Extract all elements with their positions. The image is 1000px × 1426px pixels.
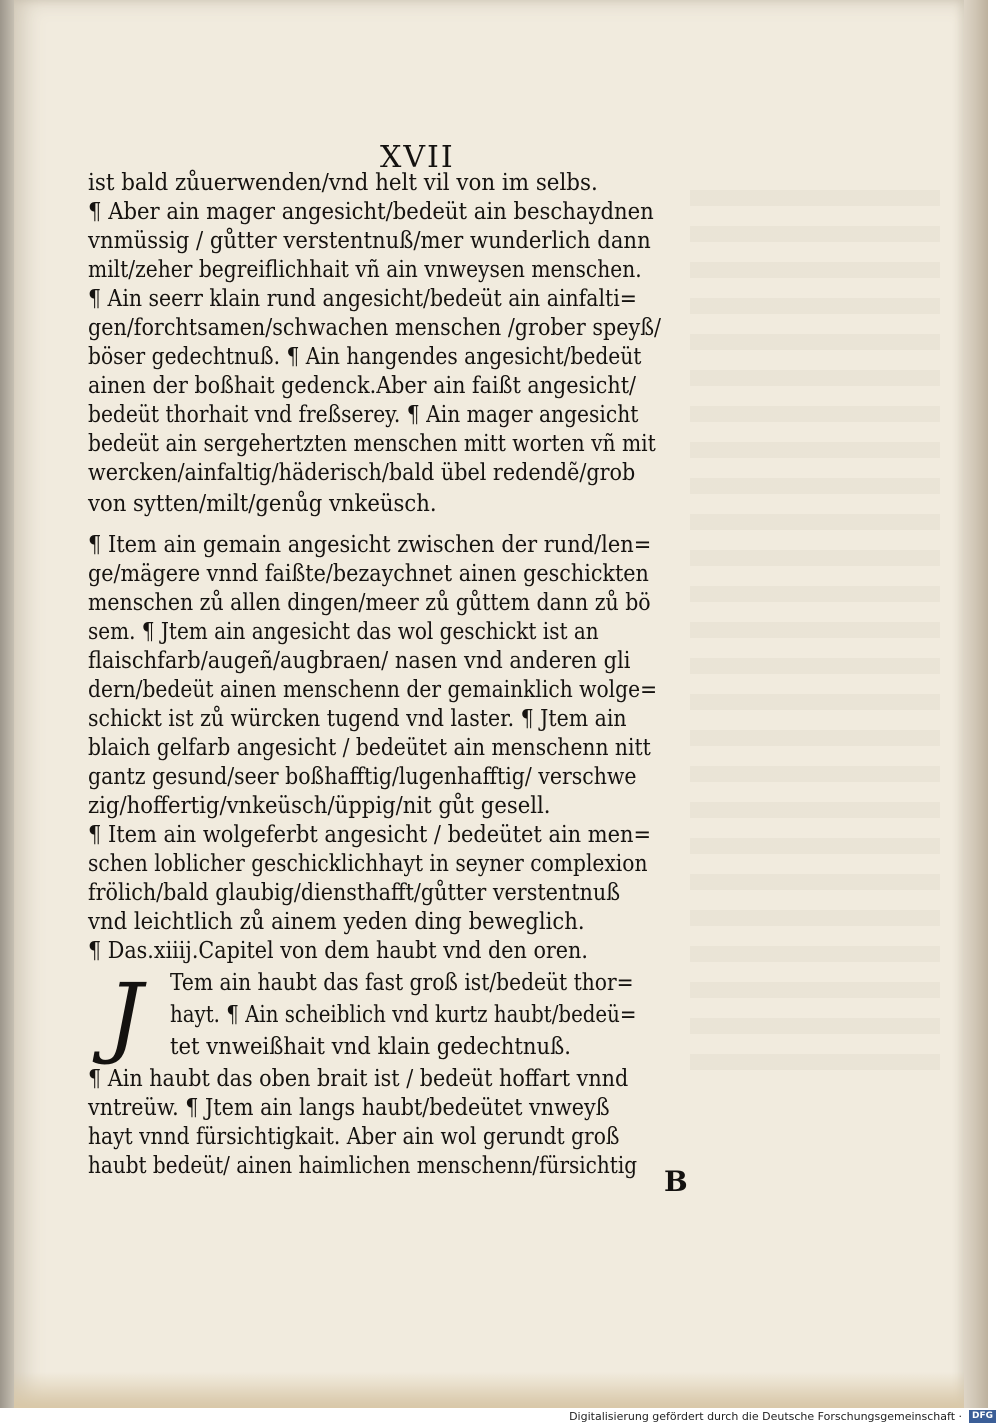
text-line: hayt. ¶ Ain scheiblich vnd kurtz haubt/bedeü=	[170, 1002, 637, 1028]
text-line: vnd leichtlich zů ainem yeden ding beweglich.	[88, 909, 585, 935]
text-line: haubt bedeüt/ ainen haimlichen menschenn/fürsichtig	[88, 1153, 638, 1179]
text-line: milt/zeher begreiflichhait vñ ain vnweysen menschen.	[88, 257, 642, 283]
text-line: ¶ Ain haubt das oben brait ist / bedeüt hoffart vnnd	[88, 1066, 629, 1092]
text-line: vnmüssig / gůtter verstentnuß/mer wunderlich dann	[88, 228, 651, 254]
text-line: böser gedechtnuß. ¶ Ain hangendes angesicht/bedeüt	[88, 344, 642, 370]
text-line: schickt ist zů würcken tugend vnd laster. ¶ Jtem ain	[88, 706, 627, 732]
text-line: gen/forchtsamen/schwachen menschen /grober speyß/	[88, 315, 662, 341]
text-line: flaischfarb/augeñ/augbraen/ nasen vnd anderen gli	[88, 648, 631, 674]
text-line: wercken/ainfaltig/häderisch/bald übel redendẽ/grob	[88, 460, 636, 486]
text-line: schen loblicher geschicklichhayt in seyner complexion	[88, 851, 648, 877]
text-line: von sytten/milt/genůg vnkeüsch.	[88, 491, 437, 517]
page-stain	[14, 1372, 964, 1408]
text-line: bedeüt ain sergehertzten menschen mitt worten vñ mit	[88, 431, 656, 457]
text-line: frölich/bald glaubig/diensthafft/gůtter verstentnuß	[88, 880, 621, 906]
chapter-heading: ¶ Das.xiiij.Capitel von dem haubt vnd den oren.	[88, 938, 588, 964]
funding-credit: Digitalisierung gefördert durch die Deutsche Forschungsgemeinschaft ·	[569, 1410, 962, 1423]
text-line: ¶ Ain seerr klain rund angesicht/bedeüt ain ainfalti=	[88, 286, 637, 312]
text-line: ainen der boßhait gedenck.Aber ain faißt angesicht/	[88, 373, 637, 399]
folio-number: XVII	[380, 140, 455, 175]
footer-bar	[0, 1408, 1000, 1426]
text-line: bedeüt thorhait vnd freßserey. ¶ Ain mager angesicht	[88, 402, 639, 428]
text-line: ge/mägere vnnd faißte/bezaychnet ainen geschickten	[88, 561, 649, 587]
dfg-logo[interactable]: DFG	[969, 1410, 996, 1423]
text-line: zig/hoffertig/vnkeüsch/üppig/nit gůt gesell.	[88, 793, 551, 819]
text-line: dern/bedeüt ainen menschenn der gemainklich wolge=	[88, 677, 658, 703]
text-line: tet vnweißhait vnd klain gedechtnuß.	[170, 1034, 572, 1060]
drop-cap-initial: J	[107, 964, 143, 1067]
text-line: gantz gesund/seer boßhafftig/lugenhafftig/ verschwe	[88, 764, 637, 790]
text-line: sem. ¶ Jtem ain angesicht das wol geschickt ist an	[88, 619, 599, 645]
text-line: vntreüw. ¶ Jtem ain langs haubt/bedeütet vnweyß	[88, 1095, 610, 1121]
book-spine	[0, 0, 14, 1408]
text-line: ¶ Aber ain mager angesicht/bedeüt ain beschaydnen	[88, 199, 654, 225]
text-line: menschen zů allen dingen/meer zů gůttem dann zů bö	[88, 590, 651, 616]
text-line: ist bald zůuerwenden/vnd helt vil von im selbs.	[88, 170, 598, 196]
show-through-text	[690, 170, 940, 1070]
text-line: ¶ Item ain wolgeferbt angesicht / bedeütet ain men=	[88, 822, 652, 848]
text-line: blaich gelfarb angesicht / bedeütet ain menschenn nitt	[88, 735, 651, 761]
text-line: hayt vnnd fürsichtigkait. Aber ain wol gerundt groß	[88, 1124, 620, 1150]
signature-mark: B	[664, 1165, 688, 1198]
text-line: Tem ain haubt das fast groß ist/bedeüt thor=	[170, 970, 634, 996]
text-line: ¶ Item ain gemain angesicht zwischen der rund/len=	[88, 532, 652, 558]
